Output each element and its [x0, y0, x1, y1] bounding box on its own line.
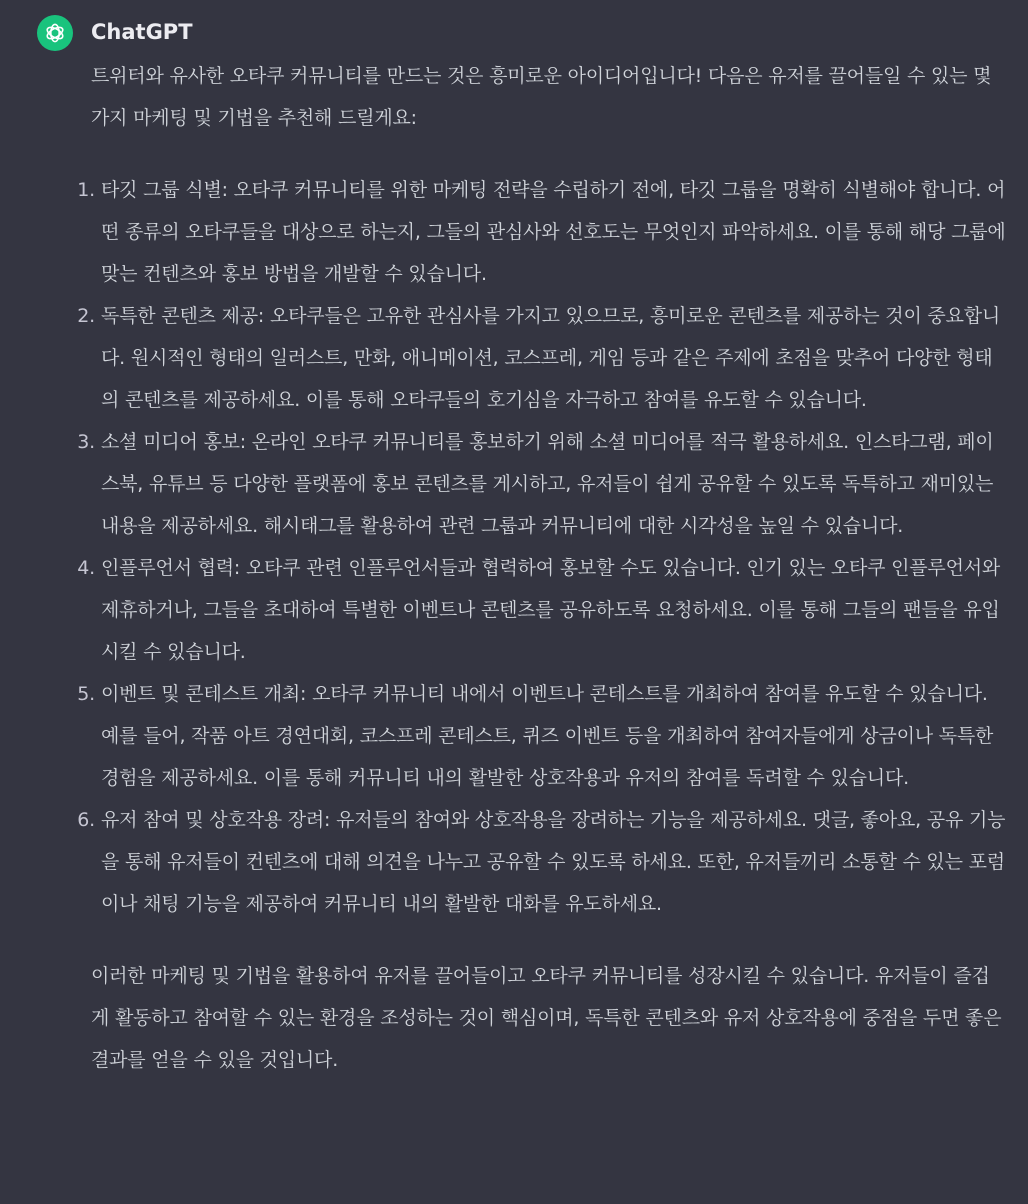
message-author: ChatGPT: [91, 20, 193, 44]
list-item-number: 3.: [77, 431, 95, 453]
list-item-text: 이벤트 및 콘테스트 개최: 오타쿠 커뮤니티 내에서 이벤트나 콘테스트를 개최하여 참여를 유도할 수 있습니다. 예를 들어, 작품 아트 경연대회, 코스프레 콘테스트, 퀴즈 이벤트 등을 개최하여 참여자들에게 상금이나 독특한 경험을 제공하세요. 이를 통해 커뮤니티 내의 활발한 상호작용과 유저의 참여를 독려할 수 있습니다.: [101, 683, 994, 789]
list-item: [77, 295, 1006, 421]
message-content: [77, 55, 1006, 1081]
list-item: [77, 547, 1006, 673]
recommendation-list: [77, 169, 1006, 925]
list-item-text: 독특한 콘텐츠 제공: 오타쿠들은 고유한 관심사를 가지고 있으므로, 흥미로운 콘텐츠를 제공하는 것이 중요합니다. 원시적인 형태의 일러스트, 만화, 애니메이션, 코스프레, 게임 등과 같은 주제에 초점을 맞추어 다양한 형태의 콘텐츠를 제공하세요. 이를 통해 오타쿠들의 호기심을 자극하고 참여를 유도할 수 있습니다.: [101, 305, 1001, 411]
list-item: [77, 421, 1006, 547]
list-item: [77, 799, 1006, 925]
assistant-avatar: [37, 15, 73, 51]
list-item: [77, 673, 1006, 799]
list-item-number: 5.: [77, 683, 95, 705]
list-item-text: 인플루언서 협력: 오타쿠 관련 인플루언서들과 협력하여 홍보할 수도 있습니다. 인기 있는 오타쿠 인플루언서와 제휴하거나, 그들을 초대하여 특별한 이벤트나 콘텐츠를 공유하도록 요청하세요. 이를 통해 그들의 팬들을 유입시킬 수 있습니다.: [101, 557, 1001, 663]
list-item-number: 6.: [77, 809, 95, 831]
message-conclusion: 이러한 마케팅 및 기법을 활용하여 유저를 끌어들이고 오타쿠 커뮤니티를 성장시킬 수 있습니다. 유저들이 즐겁게 활동하고 참여할 수 있는 환경을 조성하는 것이 핵심이며, 독특한 콘텐츠와 유저 상호작용에 중점을 두면 좋은 결과를 얻을 수 있을 것입니다.: [91, 965, 1002, 1071]
list-item-number: 2.: [77, 305, 95, 327]
list-item: [77, 169, 1006, 295]
list-item-number: 1.: [77, 179, 95, 201]
message-intro: 트위터와 유사한 오타쿠 커뮤니티를 만드는 것은 흥미로운 아이디어입니다! 다음은 유저를 끌어들일 수 있는 몇 가지 마케팅 및 기법을 추천해 드릴게요:: [91, 65, 992, 129]
list-item-text: 타깃 그룹 식별: 오타쿠 커뮤니티를 위한 마케팅 전략을 수립하기 전에, 타깃 그룹을 명확히 식별해야 합니다. 어떤 종류의 오타쿠들을 대상으로 하는지, 그들의 관심사와 선호도는 무엇인지 파악하세요. 이를 통해 해당 그룹에 맞는 컨텐츠와 홍보 방법을 개발할 수 있습니다.: [101, 179, 1006, 285]
list-item-text: 유저 참여 및 상호작용 장려: 유저들의 참여와 상호작용을 장려하는 기능을 제공하세요. 댓글, 좋아요, 공유 기능을 통해 유저들이 컨텐츠에 대해 의견을 나누고 공유할 수 있도록 하세요. 또한, 유저들끼리 소통할 수 있는 포럼이나 채팅 기능을 제공하여 커뮤니티 내의 활발한 대화를 유도하세요.: [101, 809, 1006, 915]
openai-logo-icon: [43, 21, 67, 45]
list-item-text: 소셜 미디어 홍보: 온라인 오타쿠 커뮤니티를 홍보하기 위해 소셜 미디어를 적극 활용하세요. 인스타그램, 페이스북, 유튜브 등 다양한 플랫폼에 홍보 콘텐츠를 게시하고, 유저들이 쉽게 공유할 수 있도록 독특하고 재미있는 내용을 제공하세요. 해시태그를 활용하여 관련 그룹과 커뮤니티에 대한 시각성을 높일 수 있습니다.: [101, 431, 994, 537]
list-item-number: 4.: [77, 557, 95, 579]
